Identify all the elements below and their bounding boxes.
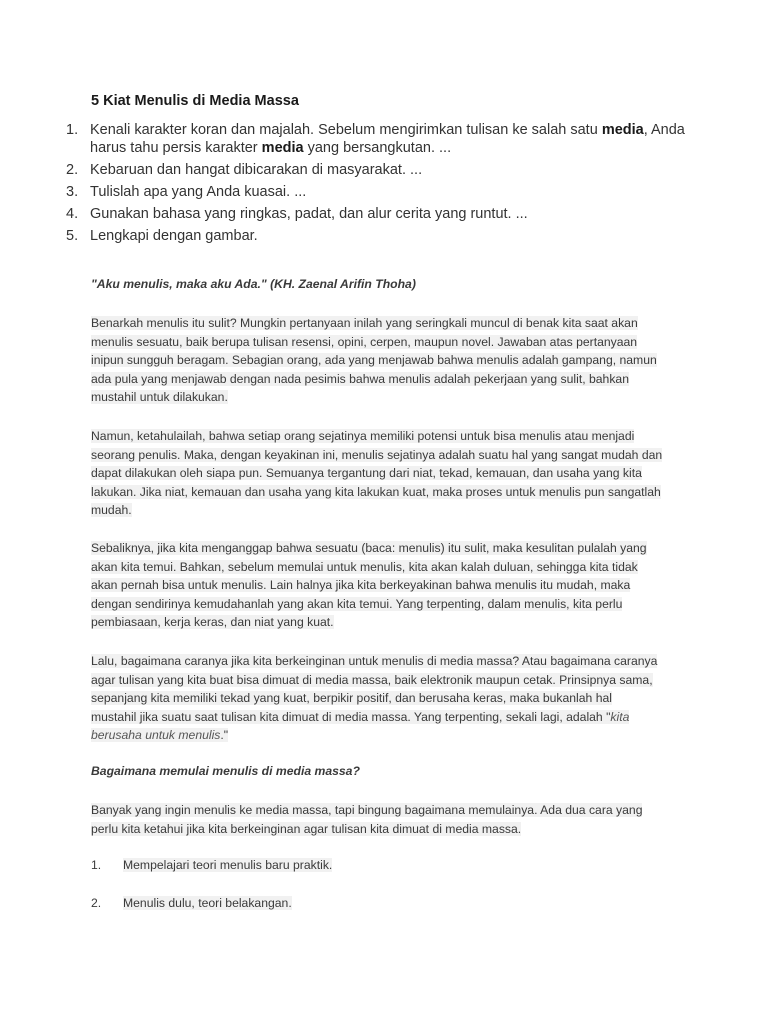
document-title: 5 Kiat Menulis di Media Massa xyxy=(91,93,299,109)
paragraph-2: Namun, ketahulailah, bahwa setiap orang sejatinya memiliki potensi untuk bisa menulis atau menjadi seorang penulis. Maka, dengan keyakinan ini, menulis sejatinya adalah suatu hal yang sangat mudah dan dapat dilakukan oleh siapa pun. Semuanya tergantung dari niat, tekad, kemauan, dan usaha yang kita lakukan. Jika niat, kemauan dan usaha yang kita lakukan kuat, maka proses untuk menulis pun sangatlah mudah. xyxy=(91,429,663,518)
paragraph-4: Lalu, bagaimana caranya jika kita berkeinginan untuk menulis di media massa? Atau bagaimana caranya agar tulisan yang kita buat bisa dimuat di media massa, baik elektronik maupun cetak. Prinsipnya sama, sepanjang kita memiliki tekad yang kuat, berpikir positif, dan berusaha keras, maka bukanlah hal mustahil jika suatu saat tulisan kita dimuat di media massa. Yang terpenting, sekali lagi, adalah "kita berusaha untuk menulis." xyxy=(91,654,658,743)
list-number: 3. xyxy=(66,184,79,200)
list-item: 2. Menulis dulu, teori belakangan. xyxy=(91,896,292,910)
section-heading: Bagaimana memulai menulis di media massa? xyxy=(91,764,360,778)
list-number: 5. xyxy=(66,228,79,244)
list-item: 4. Gunakan bahasa yang ringkas, padat, dan alur cerita yang runtut. ... xyxy=(66,206,528,222)
list-item: 3. Tulislah apa yang Anda kuasai. ... xyxy=(66,184,307,200)
list-item: 1. Mempelajari teori menulis baru praktik. xyxy=(91,858,333,872)
paragraph-5: Banyak yang ingin menulis ke media massa, tapi bingung bagaimana memulainya. Ada dua cara yang perlu kita ketahui jika kita berkeinginan agar tulisan kita dimuat di media massa. xyxy=(91,803,643,836)
tips-list xyxy=(66,121,686,249)
paragraph-3: Sebaliknya, jika kita menganggap bahwa sesuatu (baca: menulis) itu sulit, maka kesulitan pulalah yang akan kita temui. Bahkan, sebelum memulai untuk menulis, kita akan kalah duluan, sehingga kita tidak akan pernah bisa untuk menulis. Lain halnya jika kita berkeyakinan bahwa menulis itu mudah, maka dengan sendirinya kemudahanlah yang akan kita temui. Yang terpenting, dalam menulis, kita perlu pembiasaan, kerja keras, dan niat yang kuat. xyxy=(91,541,647,630)
list-number: 2. xyxy=(91,896,102,910)
list-number: 4. xyxy=(66,206,79,222)
list-number: 1. xyxy=(66,122,79,138)
list-number: 1. xyxy=(91,858,102,872)
paragraph-1: Benarkah menulis itu sulit? Mungkin pertanyaan inilah yang seringkali muncul di benak kita saat akan menulis sesuatu, baik berupa tulisan resensi, opini, cerpen, maupun novel. Jawaban atas pertanyaan inipun sungguh beragam. Sebagian orang, ada yang menjawab bahwa menulis adalah gampang, namun ada pula yang menjawab dengan nada pesimis bahwa menulis adalah pekerjaan yang sulit, bahkan mustahil untuk dilakukan. xyxy=(91,316,657,405)
list-item: 5. Lengkapi dengan gambar. xyxy=(66,228,258,244)
quote: "Aku menulis, maka aku Ada." (KH. Zaenal Arifin Thoha) xyxy=(91,277,416,291)
list-item: 1. Kenali karakter koran dan majalah. Sebelum mengirimkan tulisan ke salah satu media, Anda harus tahu persis karakter media yang bersangkutan. ... xyxy=(66,122,685,156)
list-item: 2. Kebaruan dan hangat dibicarakan di masyarakat. ... xyxy=(66,162,423,178)
list-number: 2. xyxy=(66,162,79,178)
